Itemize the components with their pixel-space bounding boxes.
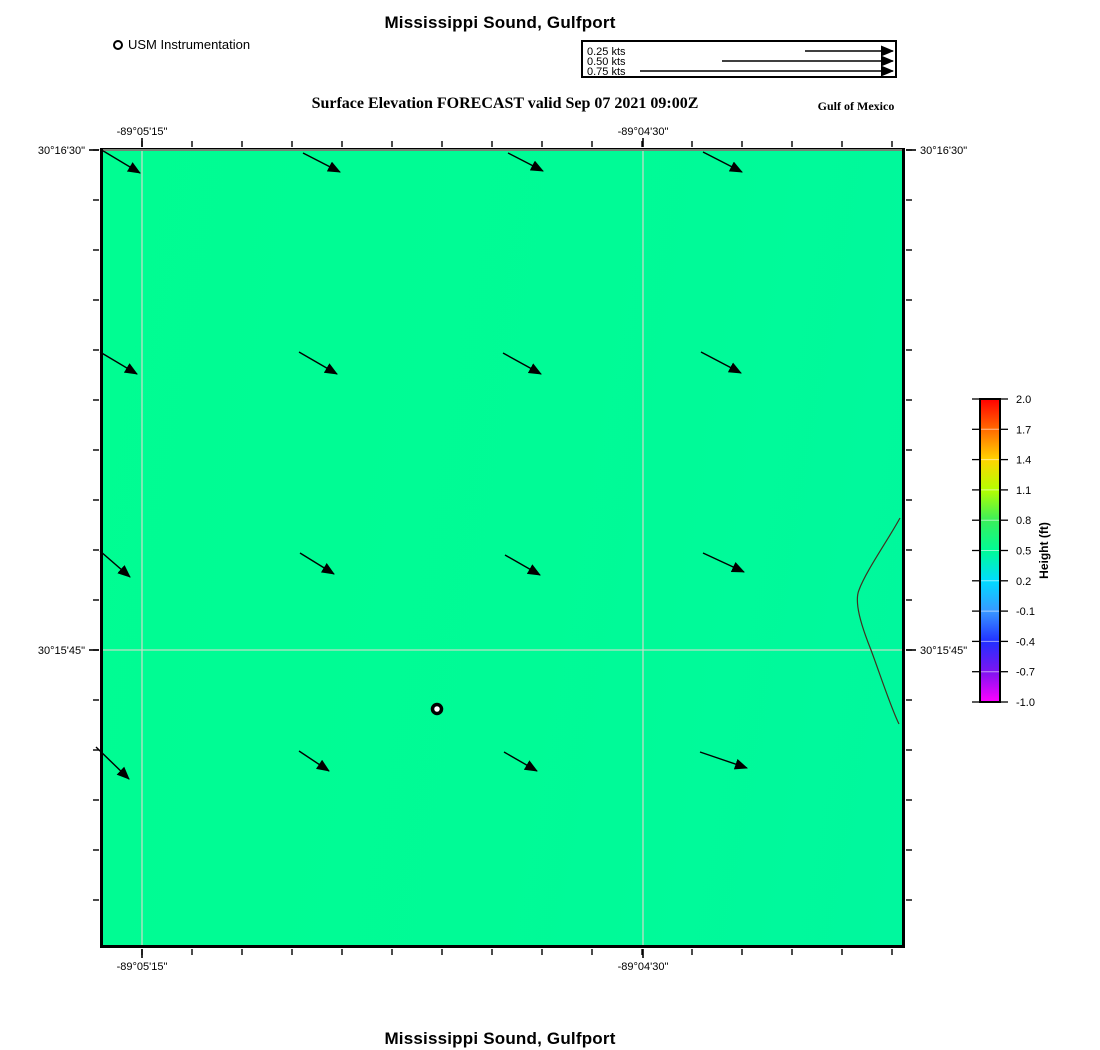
colorbar-tick-label: 1.4 <box>1016 454 1032 467</box>
x-axis-label-bottom: -89°05'15" <box>116 961 168 973</box>
colorbar-tick-label: -0.4 <box>1016 636 1035 649</box>
colorbar-tick-label: -1.0 <box>1016 697 1035 709</box>
instrumentation-legend-label: USM Instrumentation <box>128 37 251 52</box>
velocity-scale-label-025: 0.25 kts <box>587 46 626 58</box>
x-axis-label-bottom: -89°04'30" <box>617 961 669 973</box>
colorbar-tick-label: 0.8 <box>1016 515 1032 528</box>
colorbar-tick-label: -0.7 <box>1016 666 1035 679</box>
velocity-scale-box <box>581 40 897 78</box>
bottom-title: Mississippi Sound, Gulfport <box>384 1029 616 1048</box>
colorbar <box>980 399 1000 702</box>
colorbar-tick-label: 1.1 <box>1016 484 1032 497</box>
colorbar-tick-label: 0.2 <box>1016 575 1032 588</box>
y-axis-label-right: 30°16'30" <box>920 145 968 157</box>
y-axis-label-right: 30°15'45" <box>920 645 968 657</box>
y-axis-label-left: 30°16'30" <box>37 145 85 157</box>
colorbar-tick-label: -0.1 <box>1016 606 1035 619</box>
colorbar-tick-label: 1.7 <box>1016 424 1032 437</box>
x-axis-label-top: -89°05'15" <box>116 126 168 138</box>
forecast-subtitle: Surface Elevation FORECAST valid Sep 07 2021 09:00Z <box>311 95 699 112</box>
instrumentation-legend <box>113 37 250 52</box>
region-label: Gulf of Mexico <box>817 99 895 113</box>
open-circle-icon <box>113 40 123 50</box>
map-area <box>100 148 905 948</box>
colorbar-tick-label: 2.0 <box>1016 394 1032 406</box>
y-axis-label-left: 30°15'45" <box>37 645 85 657</box>
colorbar-axis-title: Height (ft) <box>1037 522 1051 579</box>
colorbar-tick-label: 0.5 <box>1016 545 1032 558</box>
page-title: Mississippi Sound, Gulfport <box>384 13 616 32</box>
velocity-scale-label-075: 0.75 kts <box>587 66 626 78</box>
velocity-scale-label-050: 0.50 kts <box>587 56 626 68</box>
x-axis-label-top: -89°04'30" <box>617 126 669 138</box>
